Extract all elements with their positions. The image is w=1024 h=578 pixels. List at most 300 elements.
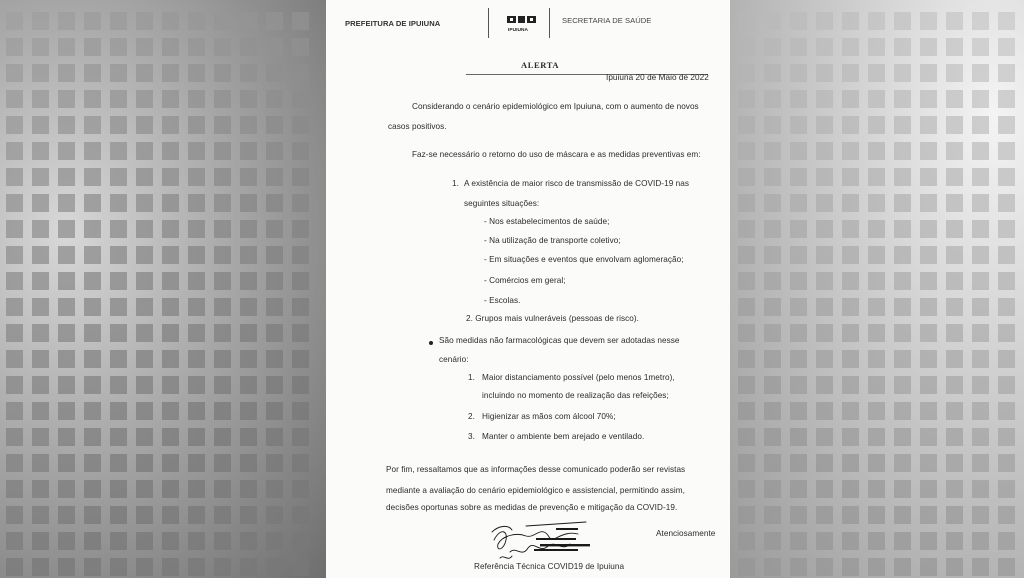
background-tile	[998, 376, 1015, 394]
background-tile	[136, 220, 153, 238]
background-tile	[790, 272, 807, 290]
background-tile	[946, 194, 963, 212]
background-tile	[842, 402, 859, 420]
background-tile	[240, 116, 257, 134]
background-tile	[240, 506, 257, 524]
background-tile	[266, 168, 283, 186]
background-tile	[214, 272, 231, 290]
background-tile	[58, 64, 75, 82]
background-tile	[292, 376, 309, 394]
document-title: ALERTA	[521, 60, 560, 70]
background-tile	[816, 116, 833, 134]
background-tile	[6, 90, 23, 108]
background-tile	[110, 298, 127, 316]
background-tile	[920, 558, 937, 576]
background-tile	[84, 558, 101, 576]
background-tile	[764, 168, 781, 186]
background-tile	[946, 558, 963, 576]
background-tile	[816, 168, 833, 186]
background-tile	[946, 454, 963, 472]
background-tile	[32, 38, 49, 56]
background-tile	[894, 506, 911, 524]
background-tile	[842, 376, 859, 394]
background-tile	[58, 194, 75, 212]
background-tile	[920, 246, 937, 264]
background-tile	[738, 90, 755, 108]
background-tile	[58, 506, 75, 524]
background-tile	[6, 142, 23, 160]
background-tile	[214, 116, 231, 134]
background-tile	[214, 90, 231, 108]
background-tile	[738, 506, 755, 524]
background-tile	[240, 480, 257, 498]
background-tile	[998, 90, 1015, 108]
background-tile	[162, 194, 179, 212]
background-tile	[764, 142, 781, 160]
measure-item-line1: Maior distanciamento possível (pelo menos 1metro),	[482, 373, 675, 382]
background-tile	[84, 12, 101, 30]
background-tile	[162, 454, 179, 472]
background-tile	[32, 558, 49, 576]
background-tile	[214, 38, 231, 56]
background-tile	[266, 90, 283, 108]
background-tile	[6, 454, 23, 472]
background-tile	[946, 116, 963, 134]
background-tile	[790, 246, 807, 264]
background-tile	[58, 454, 75, 472]
background-tile	[162, 532, 179, 550]
background-tile	[946, 532, 963, 550]
signature-caption: Referência Técnica COVID19 de Ipuiuna	[474, 562, 625, 571]
background-tile	[842, 532, 859, 550]
background-tile	[110, 272, 127, 290]
background-tile	[868, 12, 885, 30]
background-tile	[110, 402, 127, 420]
background-tile	[998, 506, 1015, 524]
background-tile	[84, 376, 101, 394]
background-tile	[240, 272, 257, 290]
background-tile	[842, 64, 859, 82]
background-tile	[894, 324, 911, 342]
background-tile	[816, 142, 833, 160]
background-tile	[868, 428, 885, 446]
background-tile	[136, 480, 153, 498]
background-tile	[920, 90, 937, 108]
background-tile	[110, 12, 127, 30]
background-tile	[58, 246, 75, 264]
background-tile	[32, 90, 49, 108]
background-tile	[266, 116, 283, 134]
measure-item-number: 1.	[468, 373, 475, 382]
background-tile	[162, 558, 179, 576]
background-tile	[868, 38, 885, 56]
background-tile	[998, 142, 1015, 160]
background-tile	[266, 376, 283, 394]
background-tile	[972, 298, 989, 316]
background-tile	[816, 12, 833, 30]
background-tile	[240, 558, 257, 576]
logo-caption: IPUIUNA	[508, 28, 529, 33]
background-tile	[214, 350, 231, 368]
background-tile	[84, 532, 101, 550]
background-tile	[240, 220, 257, 238]
background-tile	[6, 272, 23, 290]
background-tile	[240, 168, 257, 186]
background-tile	[162, 428, 179, 446]
background-tile	[998, 454, 1015, 472]
background-tile	[110, 220, 127, 238]
background-tile	[214, 558, 231, 576]
background-tile	[998, 194, 1015, 212]
background-tile	[920, 12, 937, 30]
background-tile	[214, 168, 231, 186]
background-tile	[32, 220, 49, 238]
background-tile	[32, 532, 49, 550]
background-tile	[266, 454, 283, 472]
background-tile	[842, 298, 859, 316]
background-tile	[84, 350, 101, 368]
background-tile	[972, 454, 989, 472]
background-tile	[162, 376, 179, 394]
background-tile	[816, 90, 833, 108]
background-tile	[842, 90, 859, 108]
background-tile	[188, 298, 205, 316]
background-tile	[868, 480, 885, 498]
background-tile	[816, 220, 833, 238]
background-tile	[188, 480, 205, 498]
background-tile	[998, 480, 1015, 498]
background-tile	[998, 532, 1015, 550]
background-tile	[266, 506, 283, 524]
background-tile	[816, 480, 833, 498]
background-tile	[266, 350, 283, 368]
background-tile	[764, 324, 781, 342]
background-tile	[110, 506, 127, 524]
background-tile	[162, 38, 179, 56]
background-tile	[240, 532, 257, 550]
background-tile	[738, 38, 755, 56]
background-tile	[920, 480, 937, 498]
background-tile	[266, 402, 283, 420]
background-tile	[32, 142, 49, 160]
background-tile	[738, 298, 755, 316]
background-tile	[6, 12, 23, 30]
background-tile	[110, 142, 127, 160]
background-tile	[292, 454, 309, 472]
background-tile	[868, 246, 885, 264]
background-tile	[136, 298, 153, 316]
background-tile	[292, 272, 309, 290]
background-tile	[240, 324, 257, 342]
background-tile	[764, 38, 781, 56]
background-tile	[266, 142, 283, 160]
background-tile	[946, 12, 963, 30]
background-tile	[188, 194, 205, 212]
measure-item-number: 2.	[468, 412, 475, 421]
background-tile	[32, 64, 49, 82]
background-tile	[110, 194, 127, 212]
background-tile	[816, 64, 833, 82]
background-tile	[32, 454, 49, 472]
background-tile	[292, 64, 309, 82]
background-tile	[790, 116, 807, 134]
background-tile	[998, 38, 1015, 56]
background-tile	[868, 376, 885, 394]
background-tile	[764, 246, 781, 264]
background-tile	[998, 298, 1015, 316]
background-tile	[920, 298, 937, 316]
background-tile	[868, 350, 885, 368]
background-tile	[998, 402, 1015, 420]
background-tile	[84, 142, 101, 160]
background-tile	[188, 272, 205, 290]
background-tile	[32, 246, 49, 264]
background-tile	[972, 428, 989, 446]
background-tile	[84, 506, 101, 524]
background-tile	[58, 12, 75, 30]
background-tile	[162, 272, 179, 290]
background-tile	[998, 116, 1015, 134]
background-tile	[998, 220, 1015, 238]
background-tile	[6, 558, 23, 576]
background-tile	[84, 116, 101, 134]
background-tile	[764, 350, 781, 368]
background-tile	[292, 558, 309, 576]
background-tile	[868, 168, 885, 186]
intro-paragraph-line2: casos positivos.	[388, 122, 447, 131]
background-tile	[764, 12, 781, 30]
background-tile	[6, 532, 23, 550]
background-tile	[32, 272, 49, 290]
intro-paragraph-line1: Considerando o cenário epidemiológico em Ipuiuna, com o aumento de novos	[412, 102, 699, 111]
background-tile	[292, 532, 309, 550]
background-tile	[162, 220, 179, 238]
background-tile	[292, 12, 309, 30]
background-tile	[972, 480, 989, 498]
background-tile	[868, 272, 885, 290]
background-tile	[110, 558, 127, 576]
background-tile	[32, 480, 49, 498]
background-tile	[58, 532, 75, 550]
background-tile	[188, 324, 205, 342]
background-tile	[214, 402, 231, 420]
background-tile	[162, 246, 179, 264]
background-tile	[920, 194, 937, 212]
background-tile	[738, 532, 755, 550]
background-tile	[214, 246, 231, 264]
background-tile	[292, 220, 309, 238]
background-tile	[790, 64, 807, 82]
background-tile	[764, 272, 781, 290]
background-tile	[136, 532, 153, 550]
background-tile	[214, 480, 231, 498]
background-tile	[162, 142, 179, 160]
background-tile	[214, 506, 231, 524]
background-tile	[842, 454, 859, 472]
background-tile	[110, 168, 127, 186]
background-tile	[790, 142, 807, 160]
background-tile	[920, 116, 937, 134]
background-tile	[266, 64, 283, 82]
background-tile	[946, 90, 963, 108]
background-tile	[110, 90, 127, 108]
background-tile	[188, 142, 205, 160]
background-tile	[110, 480, 127, 498]
background-tile	[214, 194, 231, 212]
background-tile	[790, 558, 807, 576]
background-tile	[764, 376, 781, 394]
background-tile	[58, 376, 75, 394]
background-tile	[738, 194, 755, 212]
measures-intro-line2: cenário:	[439, 355, 469, 364]
background-tile	[738, 350, 755, 368]
background-tile	[972, 506, 989, 524]
background-tile	[946, 350, 963, 368]
background-tile	[998, 64, 1015, 82]
background-tile	[292, 38, 309, 56]
background-tile	[58, 428, 75, 446]
background-tile	[998, 324, 1015, 342]
header-divider-right	[549, 8, 550, 38]
background-tile	[162, 480, 179, 498]
background-tile	[894, 142, 911, 160]
background-tile	[266, 220, 283, 238]
background-tile	[738, 558, 755, 576]
background-tile	[920, 324, 937, 342]
background-tile	[920, 64, 937, 82]
background-tile	[266, 272, 283, 290]
background-tile	[6, 298, 23, 316]
background-tile	[764, 298, 781, 316]
background-tile	[214, 64, 231, 82]
background-tile	[920, 220, 937, 238]
background-tile	[84, 480, 101, 498]
background-tile	[946, 298, 963, 316]
background-tile	[790, 194, 807, 212]
background-tile	[188, 532, 205, 550]
background-tile	[58, 402, 75, 420]
closing-line2: mediante a avaliação do cenário epidemiológico e assistencial, permitindo assim,	[386, 486, 685, 495]
background-tile	[6, 402, 23, 420]
background-tile	[266, 298, 283, 316]
background-tile	[6, 168, 23, 186]
background-tile	[32, 12, 49, 30]
background-tile	[920, 350, 937, 368]
background-tile	[136, 376, 153, 394]
background-tile	[292, 350, 309, 368]
background-tile	[842, 194, 859, 212]
background-tile	[214, 12, 231, 30]
background-tile	[136, 402, 153, 420]
background-tile	[136, 558, 153, 576]
background-tile	[240, 90, 257, 108]
background-tile	[816, 38, 833, 56]
background-tile	[868, 506, 885, 524]
background-tile	[188, 376, 205, 394]
background-tile	[790, 532, 807, 550]
background-tile	[920, 168, 937, 186]
background-tile	[266, 558, 283, 576]
background-tile	[842, 168, 859, 186]
background-tile	[972, 168, 989, 186]
background-tile	[998, 272, 1015, 290]
background-tile	[292, 168, 309, 186]
background-tile	[764, 454, 781, 472]
background-tile	[868, 90, 885, 108]
background-tile	[188, 558, 205, 576]
background-tile	[894, 480, 911, 498]
background-tile	[240, 376, 257, 394]
background-tile	[136, 90, 153, 108]
background-tile	[946, 506, 963, 524]
background-tile	[84, 402, 101, 420]
background-tile	[842, 480, 859, 498]
background-tile	[162, 90, 179, 108]
background-tile	[816, 350, 833, 368]
header-municipality: PREFEITURA DE IPUIUNA	[345, 19, 441, 28]
background-tile	[790, 376, 807, 394]
background-tile	[868, 402, 885, 420]
background-tile	[894, 194, 911, 212]
background-tile	[58, 272, 75, 290]
background-tile	[266, 194, 283, 212]
background-tile	[738, 246, 755, 264]
background-tile	[136, 272, 153, 290]
background-tile	[894, 376, 911, 394]
background-tile	[162, 402, 179, 420]
situation-item: - Nos estabelecimentos de saúde;	[484, 217, 610, 226]
background-tile	[920, 142, 937, 160]
background-tile	[266, 12, 283, 30]
background-tile	[764, 194, 781, 212]
background-tile	[136, 506, 153, 524]
background-tile	[292, 90, 309, 108]
situation-item: - Escolas.	[484, 296, 521, 305]
background-tile	[32, 298, 49, 316]
background-tile	[32, 116, 49, 134]
background-tile	[920, 506, 937, 524]
background-tile	[920, 38, 937, 56]
background-tile	[790, 350, 807, 368]
background-tile	[764, 116, 781, 134]
background-tile	[32, 194, 49, 212]
background-tile	[894, 350, 911, 368]
background-tile	[790, 506, 807, 524]
background-tile	[868, 298, 885, 316]
background-tile	[790, 480, 807, 498]
background-tile	[972, 38, 989, 56]
background-tile	[188, 64, 205, 82]
background-tile	[764, 506, 781, 524]
background-tile	[84, 454, 101, 472]
background-tile	[998, 246, 1015, 264]
background-tile	[738, 64, 755, 82]
background-tile	[738, 272, 755, 290]
background-tile	[84, 324, 101, 342]
background-tile	[790, 454, 807, 472]
background-tile	[842, 558, 859, 576]
background-tile	[972, 402, 989, 420]
background-tile	[998, 428, 1015, 446]
background-tile	[58, 90, 75, 108]
background-tile	[894, 454, 911, 472]
background-tile	[188, 454, 205, 472]
background-tile	[6, 38, 23, 56]
background-tile	[6, 506, 23, 524]
background-tile	[894, 12, 911, 30]
background-tile	[58, 298, 75, 316]
background-tile	[842, 428, 859, 446]
